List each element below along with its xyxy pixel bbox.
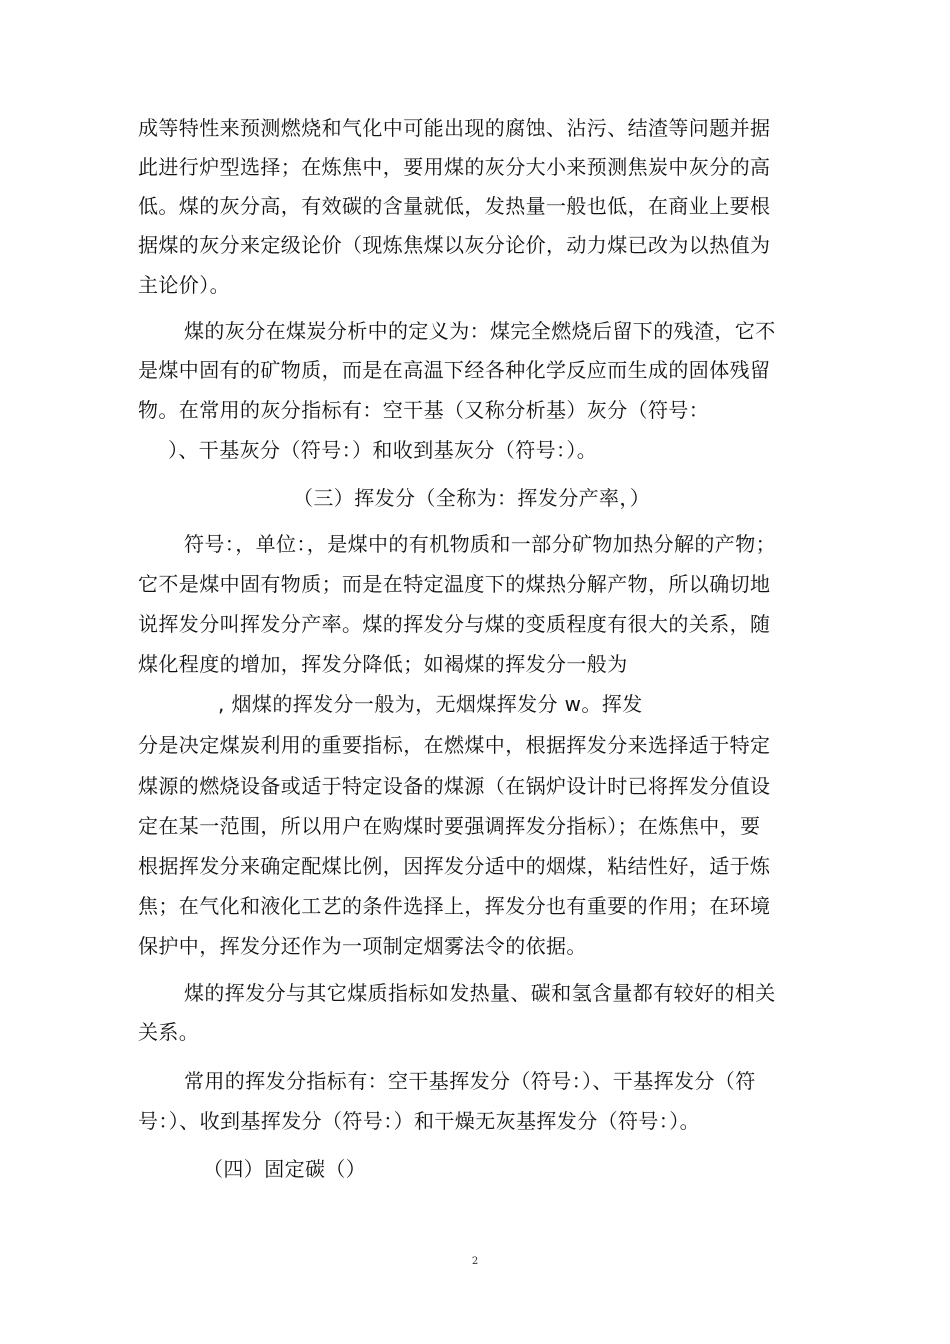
text-line: 是煤中固有的矿物质，而是在高温下经各种化学反应而生成的固体残留: [138, 358, 771, 382]
text-line: 此进行炉型选择；在炼焦中，要用煤的灰分大小来预测焦炭中灰分的高: [138, 155, 771, 179]
text-line: 煤的灰分在煤炭分析中的定义为：煤完全燃烧后留下的残渣，它不: [184, 319, 776, 343]
text-line: 保护中，挥发分还作为一项制定烟雾法令的依据。: [138, 934, 587, 958]
text-line: 它不是煤中固有物质；而是在特定温度下的煤热分解产物，所以确切地: [138, 572, 771, 596]
text-line: 关系。: [138, 1020, 200, 1044]
text-line: 号：）、收到基挥发分（符号：）和干燥无灰基挥发分（符号：）。: [138, 1109, 700, 1133]
page-number: 2: [471, 1256, 479, 1267]
section-heading: （四）固定碳（）: [203, 1157, 367, 1181]
section-heading: （三）挥发分（全称为：挥发分产率，）: [293, 486, 651, 510]
text-line: 成等特性来预测燃烧和气化中可能出现的腐蚀、沾污、结渣等问题并据: [138, 116, 771, 140]
text-line: 据煤的灰分来定级论价（现炼焦煤以灰分论价，动力煤已改为以热值为: [138, 233, 771, 257]
text-line: 煤源的燃烧设备或适于特定设备的煤源（在锅炉设计时已将挥发分值设: [138, 774, 771, 798]
text-line: 焦；在气化和液化工艺的条件选择上，挥发分也有重要的作用；在环境: [138, 894, 771, 918]
text-line: ）、干基灰分（符号：）和收到基灰分（符号：）。: [168, 438, 598, 462]
text-line: 主论价）。: [138, 273, 230, 297]
text-line: 煤化程度的增加，挥发分降低；如褐煤的挥发分一般为: [138, 652, 628, 676]
text-line: 符号：，单位：，是煤中的有机物质和一部分矿物加热分解的产物；: [184, 532, 776, 556]
text-line: 根据挥发分来确定配煤比例，因挥发分适中的烟煤，粘结性好，适于炼: [138, 854, 771, 878]
text-line: 说挥发分叫挥发分产率。煤的挥发分与煤的变质程度有很大的关系，随: [138, 612, 771, 636]
text-line: 物。在常用的灰分指标有：空干基（又称分析基）灰分（符号：: [138, 398, 710, 422]
text-line: 分是决定煤炭利用的重要指标，在燃煤中，根据挥发分来选择适于特定: [138, 733, 771, 757]
text-line: 常用的挥发分指标有：空干基挥发分（符号：）、干基挥发分（符: [184, 1069, 756, 1093]
text-line: , 烟煤的挥发分一般为，无烟煤挥发分 w。挥发: [218, 692, 643, 716]
text-line: 低。煤的灰分高，有效碳的含量就低，发热量一般也低，在商业上要根: [138, 194, 771, 218]
text-line: 定在某一范围，所以用户在购煤时要强调挥发分指标）；在炼焦中，要: [138, 814, 761, 838]
text-line: 煤的挥发分与其它煤质指标如发热量、碳和氢含量都有较好的相关: [184, 981, 776, 1005]
